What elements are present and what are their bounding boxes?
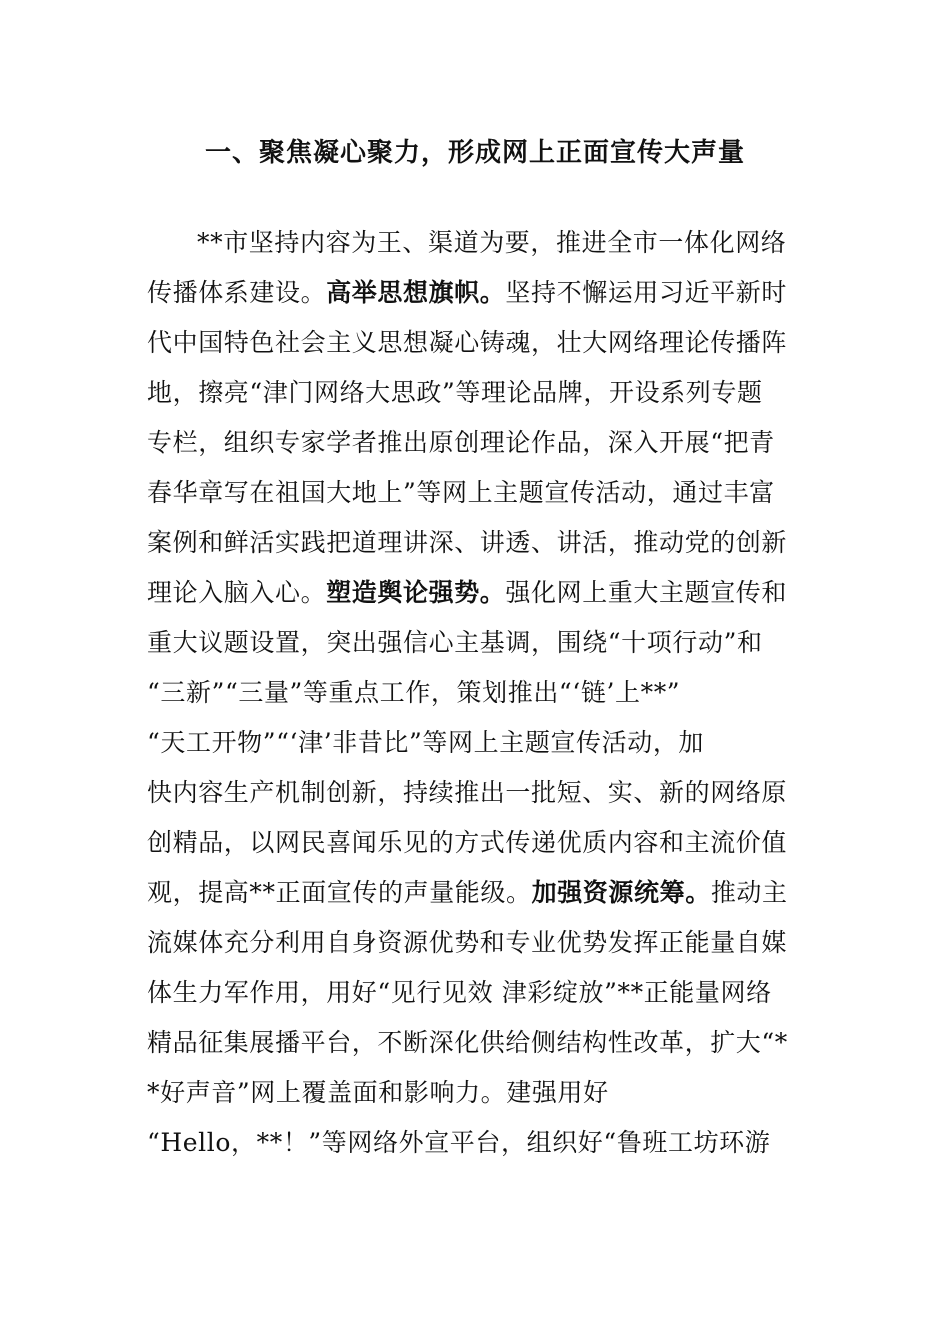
- text-run: 坚持不懈运用习近平新时: [505, 278, 788, 307]
- text-run: 精品征集展播平台，不断深化供给侧结构性改革，扩大“*: [147, 1028, 788, 1057]
- text-line: [147, 868, 807, 918]
- text-run: 重大议题设置，突出强信心主基调，围绕“十项行动”和: [147, 628, 763, 657]
- text-line: [147, 468, 807, 518]
- text-line: [147, 918, 807, 968]
- text-run: *好声音”网上覆盖面和影响力。建强用好: [147, 1078, 609, 1107]
- text-line: [147, 1068, 807, 1118]
- text-run: 推动主: [710, 878, 788, 907]
- text-line: [147, 418, 807, 468]
- text-line: [147, 968, 807, 1018]
- text-line: [147, 718, 807, 768]
- body-paragraph: [147, 218, 807, 1168]
- text-run: **市坚持内容为王、渠道为要，推进全市一体化网络: [197, 228, 787, 257]
- text-line: [147, 618, 807, 668]
- text-line: [147, 768, 807, 818]
- text-line: [147, 568, 807, 618]
- bold-lead-phrase: 加强资源统筹。: [531, 878, 711, 907]
- text-run: 观，提高**正面宣传的声量能级。: [147, 878, 532, 907]
- text-line: [147, 218, 807, 268]
- text-run: 地，擦亮“津门网络大思政”等理论品牌，开设系列专题: [147, 378, 763, 407]
- text-run: “天工开物”“‘津’非昔比”等网上主题宣传活动，加: [147, 728, 705, 757]
- text-run: “Hello，**！”等网络外宣平台，组织好“鲁班工坊环游: [147, 1128, 771, 1157]
- text-run: “三新”“三量”等重点工作，策划推出“‘链’上**”: [147, 678, 681, 707]
- text-line: [147, 268, 807, 318]
- text-line: [147, 518, 807, 568]
- section-heading: 一、聚焦凝心聚力，形成网上正面宣传大声量: [204, 138, 745, 168]
- text-line: [147, 818, 807, 868]
- text-run: 强化网上重大主题宣传和: [505, 578, 788, 607]
- text-run: 流媒体充分利用自身资源优势和专业优势发挥正能量自媒: [147, 928, 788, 957]
- text-run: 体生力军作用，用好“见行见效 津彩绽放”**正能量网络: [147, 978, 772, 1007]
- text-run: 理论入脑入心。: [147, 578, 327, 607]
- text-run: 传播体系建设。: [147, 278, 327, 307]
- text-run: 创精品，以网民喜闻乐见的方式传递优质内容和主流价值: [147, 828, 788, 857]
- text-line: [147, 1118, 807, 1168]
- text-line: [147, 668, 807, 718]
- text-run: 代中国特色社会主义思想凝心铸魂，壮大网络理论传播阵: [147, 328, 788, 357]
- text-line: [147, 1018, 807, 1068]
- text-run: 春华章写在祖国大地上”等网上主题宣传活动，通过丰富: [147, 478, 775, 507]
- bold-lead-phrase: 高举思想旗帜。: [326, 278, 506, 307]
- text-line: [147, 318, 807, 368]
- text-run: 专栏，组织专家学者推出原创理论作品，深入开展“把青: [147, 428, 775, 457]
- text-run: 案例和鲜活实践把道理讲深、讲透、讲活，推动党的创新: [147, 528, 788, 557]
- text-line: [147, 368, 807, 418]
- text-run: 快内容生产机制创新，持续推出一批短、实、新的网络原: [147, 778, 788, 807]
- bold-lead-phrase: 塑造舆论强势。: [326, 578, 506, 607]
